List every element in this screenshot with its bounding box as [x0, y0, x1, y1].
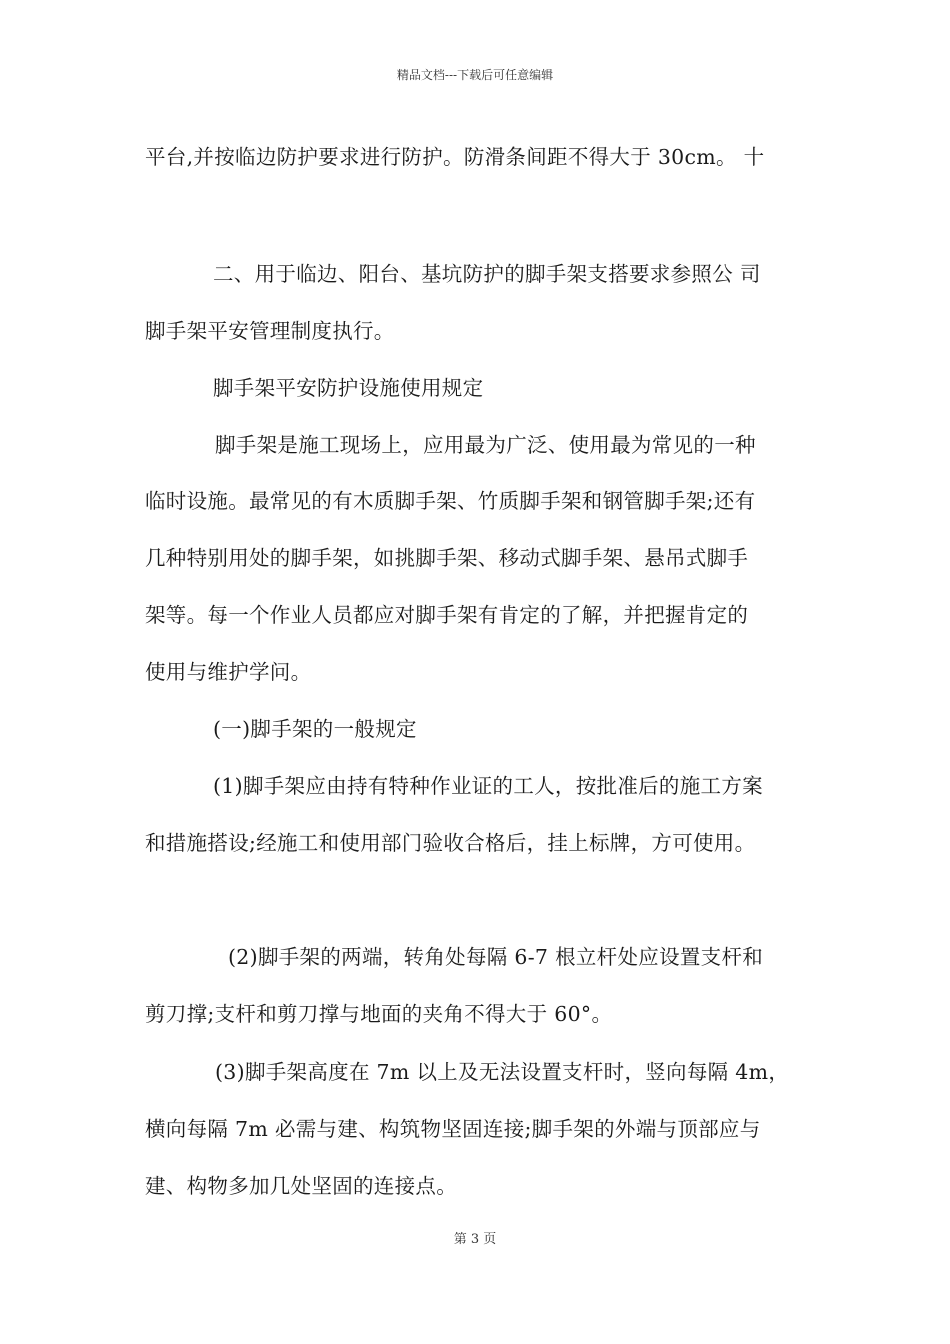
text-line: 和措施搭设;经施工和使用部门验收合格后，挂上标牌，方可使用。 — [145, 831, 756, 855]
text-line: 几种特别用处的脚手架，如挑脚手架、移动式脚手架、悬吊式脚手 — [145, 546, 749, 570]
page-number: 第 3 页 — [453, 1232, 497, 1247]
text-line: (1)脚手架应由持有特种作业证的工人，按批准后的施工方案 — [213, 774, 763, 798]
text-line: 脚手架是施工现场上，应用最为广泛、使用最为常见的一种 — [215, 433, 756, 457]
text-line: (2)脚手架的两端，转角处每隔 6-7 根立杆处应设置支杆和 — [228, 945, 764, 969]
text-line: 平台,并按临边防护要求进行防护。防滑条间距不得大于 30cm。 十 — [145, 145, 765, 169]
text-line: 架等。每一个作业人员都应对脚手架有肯定的了解，并把握肯定的 — [145, 603, 749, 627]
text-line: (3)脚手架高度在 7m 以上及无法设置支杆时，竖向每隔 4m， — [215, 1060, 790, 1084]
text-line: 剪刀撑;支杆和剪刀撑与地面的夹角不得大于 60°。 — [145, 1002, 613, 1026]
subsection-heading: (一)脚手架的一般规定 — [213, 717, 417, 741]
text-line: 脚手架平安管理制度执行。 — [145, 319, 395, 343]
text-line: 建、构物多加几处坚固的连接点。 — [145, 1174, 457, 1198]
text-line: 使用与维护学问。 — [145, 660, 312, 684]
text-line: 横向每隔 7m 必需与建、构筑物坚固连接;脚手架的外端与顶部应与 — [145, 1117, 761, 1141]
text-line: 临时设施。最常见的有木质脚手架、竹质脚手架和钢管脚手架;还有 — [145, 489, 756, 513]
text-line: 二、用于临边、阳台、基坑防护的脚手架支搭要求参照公 司 — [213, 262, 761, 286]
page-header: 精品文档---下载后可任意编辑 — [396, 68, 554, 82]
section-heading: 脚手架平安防护设施使用规定 — [213, 376, 484, 400]
